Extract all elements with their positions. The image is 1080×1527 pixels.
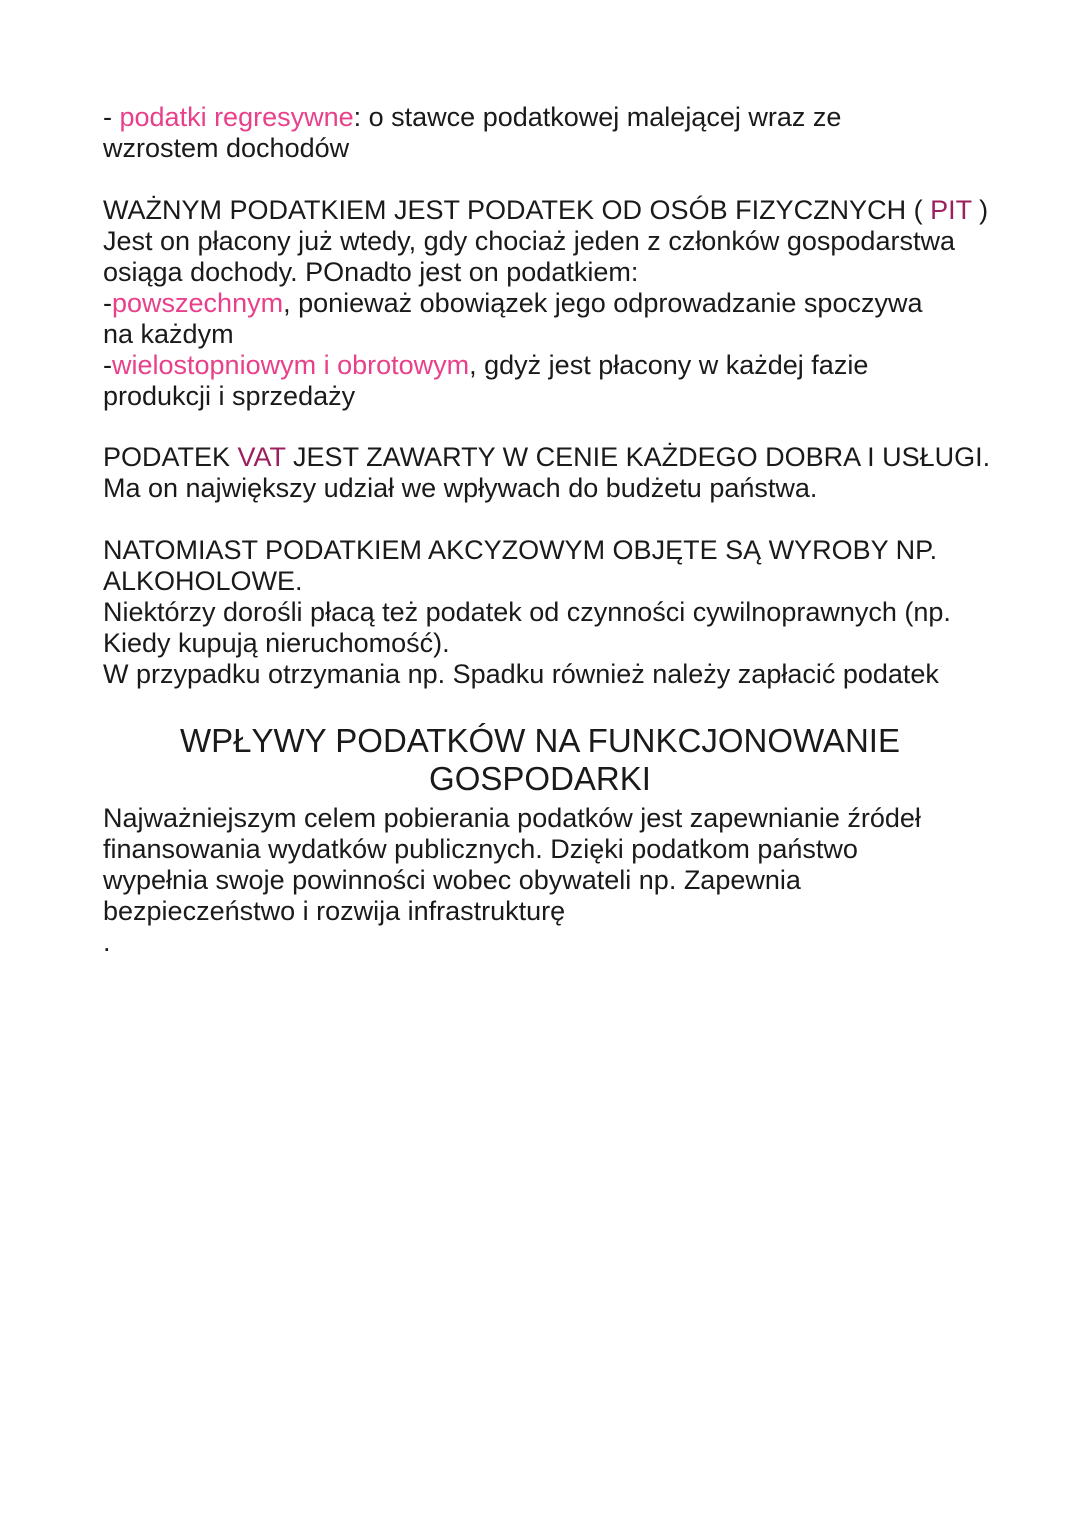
bullet-dash: - bbox=[103, 102, 120, 132]
text-span: WAŻNYM PODATKIEM JEST PODATEK OD OSÓB FIZYCZNYCH ( bbox=[103, 195, 931, 225]
paragraph-excise bbox=[103, 535, 1003, 690]
section-heading bbox=[0, 722, 1080, 798]
paragraph-pit bbox=[103, 195, 1003, 412]
text-line: Kiedy kupują nieruchomość). bbox=[103, 628, 450, 658]
text-line: Niektórzy dorośli płacą też podatek od czynności cywilnoprawnych (np. bbox=[103, 597, 951, 627]
bullet-dash: - bbox=[103, 350, 112, 380]
text-line: W przypadku otrzymania np. Spadku również należy zapłacić podatek bbox=[103, 659, 939, 689]
text-line bbox=[103, 350, 1003, 381]
text-line: Najważniejszym celem pobierania podatków jest zapewnianie źródeł bbox=[103, 803, 921, 833]
text-span: , ponieważ obowiązek jego odprowadzanie spoczywa bbox=[283, 288, 923, 318]
text-line: Jest on płacony już wtedy, gdy chociaż jeden z członków gospodarstwa bbox=[103, 226, 955, 256]
text-line: ALKOHOLOWE. bbox=[103, 566, 303, 596]
term-highlight: podatki regresywne bbox=[119, 102, 354, 132]
text-line bbox=[103, 102, 1003, 133]
paragraph-regressive-taxes bbox=[103, 102, 1003, 164]
heading-line: WPŁYWY PODATKÓW NA FUNKCJONOWANIE bbox=[180, 722, 900, 759]
term-highlight: powszechnym bbox=[112, 288, 284, 318]
text-line: osiąga dochody. POnadto jest on podatkiem: bbox=[103, 257, 639, 287]
text-line: wzrostem dochodów bbox=[103, 133, 350, 163]
paragraph-vat bbox=[103, 442, 1003, 504]
text-span: ) bbox=[971, 195, 989, 225]
text-line: produkcji i sprzedaży bbox=[103, 381, 356, 411]
term-highlight: VAT bbox=[237, 442, 286, 472]
text-span: PODATEK bbox=[103, 442, 238, 472]
text-line bbox=[103, 442, 1003, 473]
text-span: , gdyż jest płacony w każdej fazie bbox=[469, 350, 869, 380]
text-span: : o stawce podatkowej malejącej wraz ze bbox=[353, 102, 842, 132]
term-highlight: PIT bbox=[930, 195, 972, 225]
text-line: NATOMIAST PODATKIEM AKCYZOWYM OBJĘTE SĄ WYROBY NP. bbox=[103, 535, 938, 565]
text-line: . bbox=[103, 927, 111, 957]
paragraph-impact bbox=[103, 803, 1003, 958]
text-line bbox=[103, 288, 1003, 319]
heading-line: GOSPODARKI bbox=[429, 760, 651, 797]
text-span: JEST ZAWARTY W CENIE KAŻDEGO DOBRA I USŁUGI. bbox=[285, 442, 991, 472]
text-line: finansowania wydatków publicznych. Dzięki podatkom państwo bbox=[103, 834, 858, 864]
term-highlight: wielostopniowym i obrotowym bbox=[112, 350, 470, 380]
bullet-dash: - bbox=[103, 288, 112, 318]
text-line bbox=[103, 195, 1003, 226]
text-line: Ma on największy udział we wpływach do budżetu państwa. bbox=[103, 473, 818, 503]
text-line: bezpieczeństwo i rozwija infrastrukturę bbox=[103, 896, 566, 926]
text-line: na każdym bbox=[103, 319, 234, 349]
text-line: wypełnia swoje powinności wobec obywateli np. Zapewnia bbox=[103, 865, 801, 895]
